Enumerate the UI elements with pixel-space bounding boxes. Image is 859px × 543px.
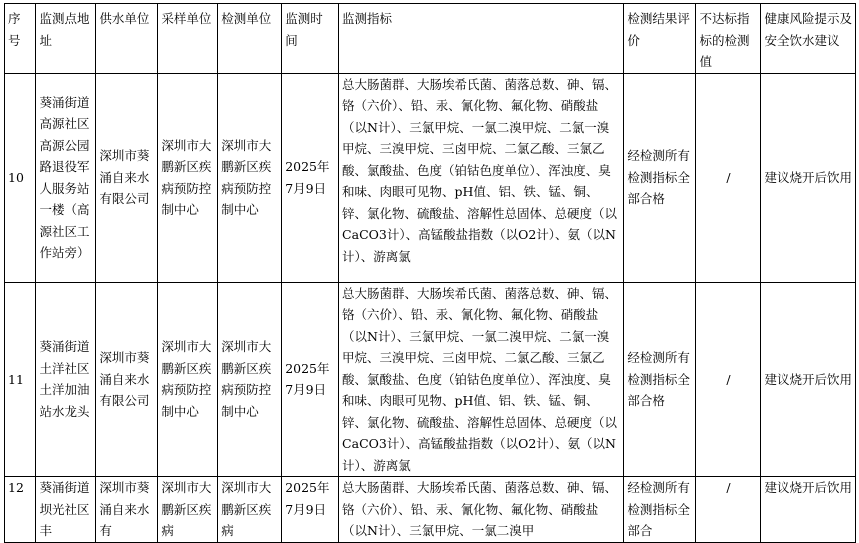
- cell-result: 经检测所有检测指标全部合格: [624, 73, 696, 282]
- header-sampler: 采样单位: [158, 4, 218, 74]
- header-time: 监测时间: [282, 4, 339, 74]
- cell-location: 葵涌街道高源社区高源公园路退役军人服务站一楼（高源社区工作站旁）: [36, 73, 96, 282]
- cell-supplier: 深圳市葵涌自来水有: [96, 477, 158, 543]
- cell-sampler: 深圳市大鹏新区疾病预防控制中心: [158, 73, 218, 282]
- header-location: 监测点地址: [36, 4, 96, 74]
- header-no: 序号: [5, 4, 36, 74]
- water-quality-table: [4, 3, 856, 543]
- cell-result: 经检测所有检测指标全部合: [624, 477, 696, 543]
- table-row: [5, 477, 856, 543]
- table-header-row: [5, 4, 856, 74]
- header-tester: 检测单位: [218, 4, 282, 74]
- cell-indicators: 总大肠菌群、大肠埃希氏菌、菌落总数、砷、镉、铬（六价）、铅、汞、氰化物、氟化物、硝酸盐（以N计）、三氯甲烷、一氯二溴甲烷、二氯一溴甲烷、三溴甲烷、三卤甲烷、二氯乙酸、三氯乙酸、氯酸盐、色度（铂钴色度单位）、浑浊度、臭和味、肉眼可见物、pH值、铝、铁、锰、铜、锌、氯化物、硫酸盐、溶解性总固体、总硬度（以CaCO3计）、高锰酸盐指数（以O2计）、氨（以N计）、游离氯: [339, 282, 624, 477]
- cell-advice: 建议烧开后饮用: [761, 477, 856, 543]
- cell-no: 11: [5, 282, 36, 477]
- cell-tester: 深圳市大鹏新区疾病: [218, 477, 282, 543]
- cell-location: 葵涌街道坝光社区丰: [36, 477, 96, 543]
- cell-sampler: 深圳市大鹏新区疾病预防控制中心: [158, 282, 218, 477]
- table-row: [5, 73, 856, 282]
- header-substandard: 不达标指标的检测值: [696, 4, 761, 74]
- cell-advice: 建议烧开后饮用: [761, 73, 856, 282]
- cell-no: 12: [5, 477, 36, 543]
- cell-tester: 深圳市大鹏新区疾病预防控制中心: [218, 282, 282, 477]
- cell-result: 经检测所有检测指标全部合格: [624, 282, 696, 477]
- cell-sampler: 深圳市大鹏新区疾病: [158, 477, 218, 543]
- cell-indicators: 总大肠菌群、大肠埃希氏菌、菌落总数、砷、镉、铬（六价）、铅、汞、氰化物、氟化物、硝酸盐（以N计）、三氯甲烷、一氯二溴甲: [339, 477, 624, 543]
- header-supplier: 供水单位: [96, 4, 158, 74]
- cell-substandard: /: [696, 282, 761, 477]
- cell-no: 10: [5, 73, 36, 282]
- cell-time: 2025年7月9日: [282, 73, 339, 282]
- report-table-container: [4, 3, 856, 538]
- table-row: [5, 282, 856, 477]
- cell-location: 葵涌街道土洋社区土洋加油站水龙头: [36, 282, 96, 477]
- header-result: 检测结果评价: [624, 4, 696, 74]
- cell-supplier: 深圳市葵涌自来水有限公司: [96, 73, 158, 282]
- cell-indicators: 总大肠菌群、大肠埃希氏菌、菌落总数、砷、镉、铬（六价）、铅、汞、氰化物、氟化物、硝酸盐（以N计）、三氯甲烷、一氯二溴甲烷、二氯一溴甲烷、三溴甲烷、三卤甲烷、二氯乙酸、三氯乙酸、氯酸盐、色度（铂钴色度单位）、浑浊度、臭和味、肉眼可见物、pH值、铝、铁、锰、铜、锌、氯化物、硫酸盐、溶解性总固体、总硬度（以CaCO3计）、高锰酸盐指数（以O2计）、氨（以N计）、游离氯: [339, 73, 624, 282]
- cell-supplier: 深圳市葵涌自来水有限公司: [96, 282, 158, 477]
- header-indicators: 监测指标: [339, 4, 624, 74]
- cell-time: 2025年7月9日: [282, 282, 339, 477]
- cell-advice: 建议烧开后饮用: [761, 282, 856, 477]
- cell-tester: 深圳市大鹏新区疾病预防控制中心: [218, 73, 282, 282]
- header-advice: 健康风险提示及安全饮水建议: [761, 4, 856, 74]
- cell-substandard: /: [696, 73, 761, 282]
- cell-time: 2025年7月9日: [282, 477, 339, 543]
- cell-substandard: /: [696, 477, 761, 543]
